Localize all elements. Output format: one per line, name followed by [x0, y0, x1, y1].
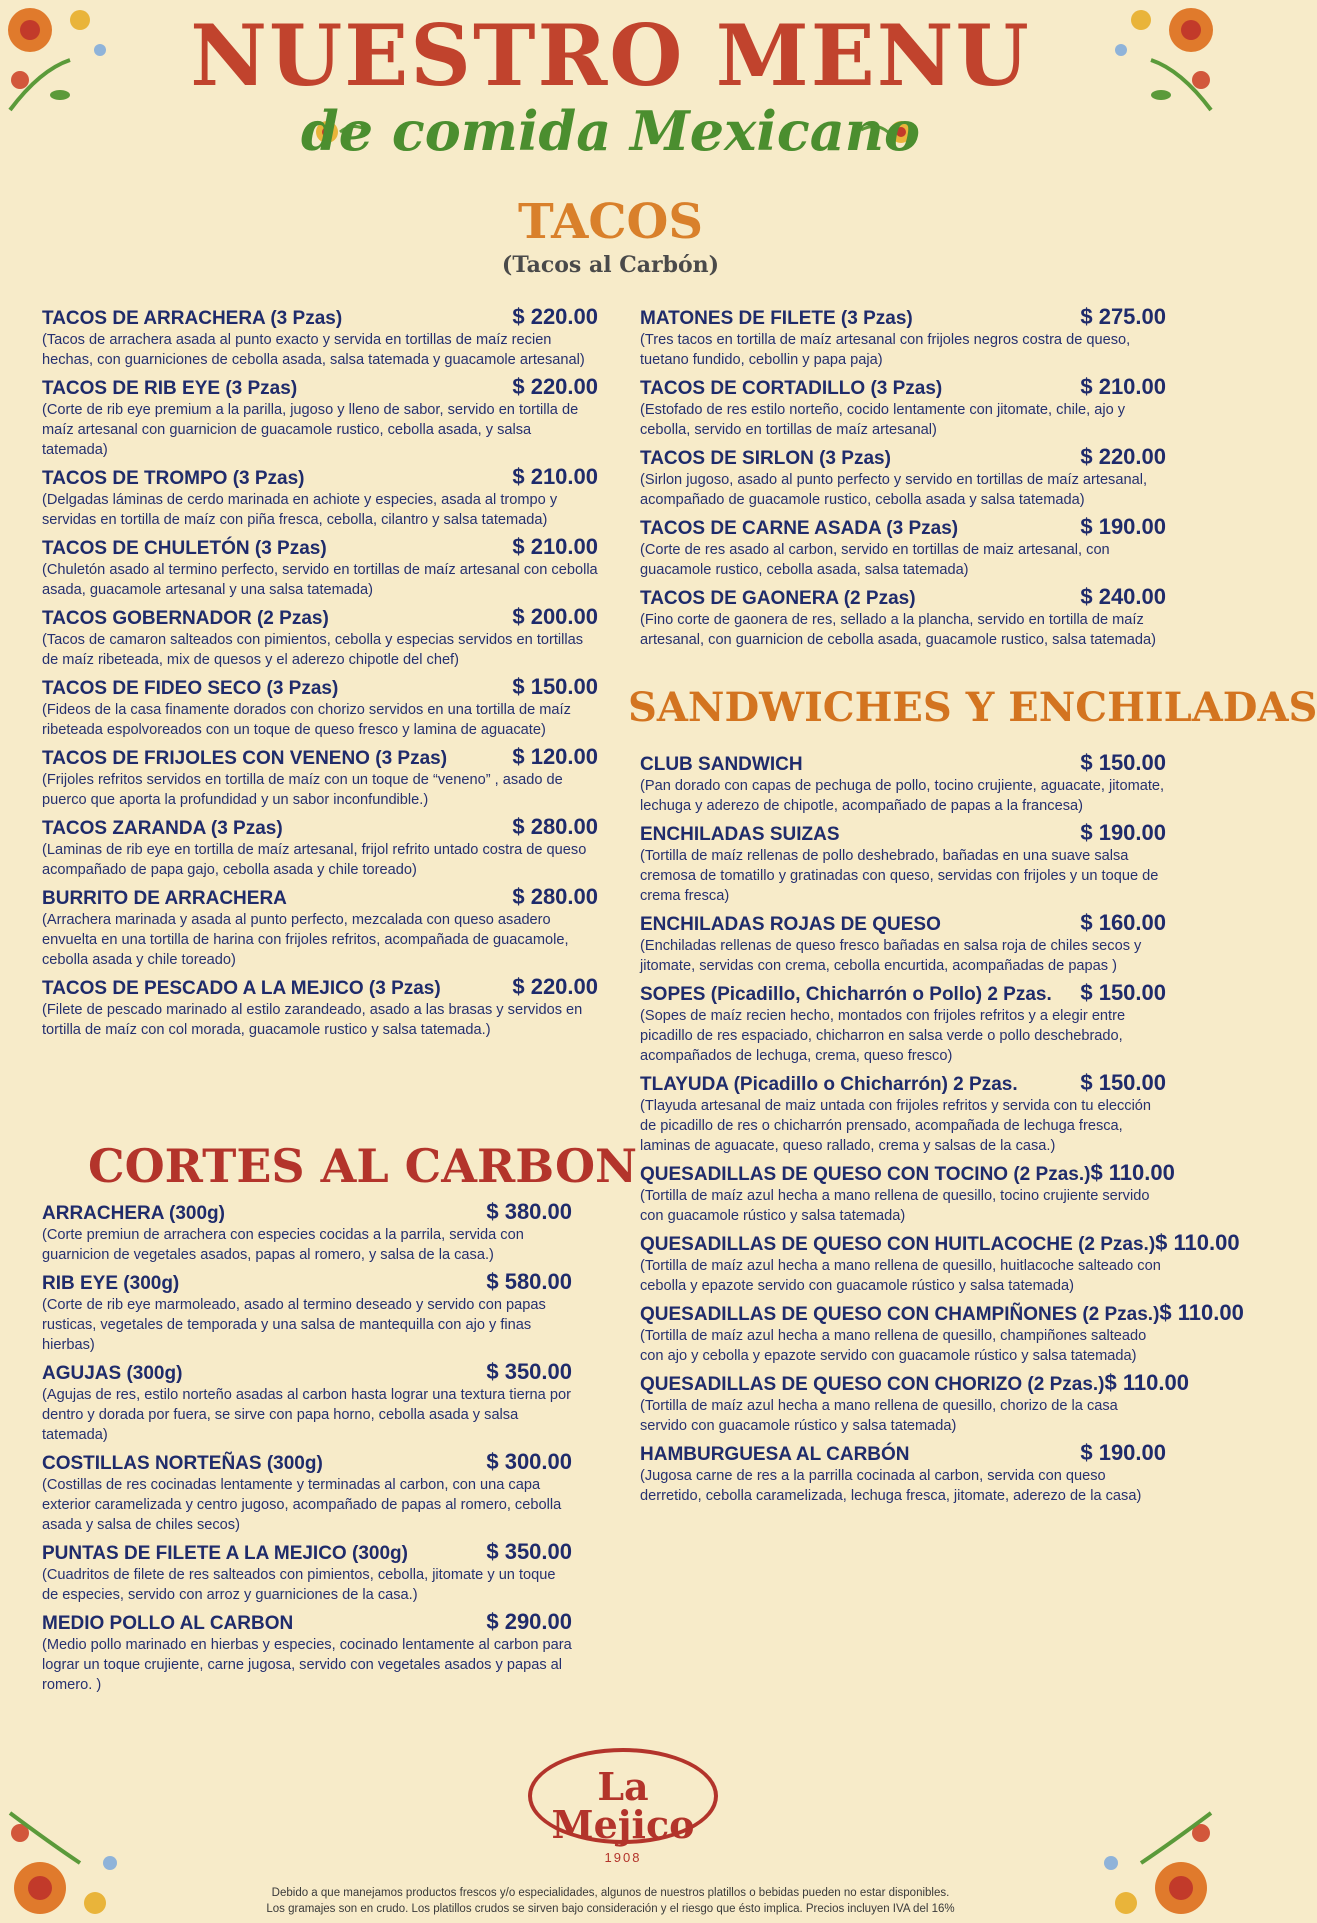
menu-item-price: $ 110.00: [1104, 1370, 1189, 1395]
menu-item: [42, 974, 598, 1040]
menu-item: [640, 820, 1166, 906]
menu-item-name: TACOS DE CHULETÓN (3 Pzas): [42, 538, 327, 559]
menu-item-description: (Corte de rib eye marmoleado, asado al termino deseado y servido con papas rusticas, vegetales de temporada y una salsa de mantequilla con ajo y finas hierbas): [42, 1297, 546, 1353]
menu-item: [640, 1230, 1240, 1296]
menu-item: [42, 604, 598, 670]
menu-item: [42, 1359, 572, 1445]
menu-item-description: (Medio pollo marinado en hierbas y especies, cocinado lentamente al carbon para lograr un toque crujiente, carne jugosa, servido con vegetales asados y papas al romero. ): [42, 1637, 572, 1693]
menu-item: [42, 884, 598, 970]
menu-item-name: TACOS DE PESCADO A LA MEJICO (3 Pzas): [42, 978, 441, 999]
menu-item-name: TLAYUDA (Picadillo o Chicharrón) 2 Pzas.: [640, 1074, 1018, 1095]
menu-item-name: ENCHILADAS ROJAS DE QUESO: [640, 914, 941, 935]
menu-item-price: $ 110.00: [1159, 1300, 1244, 1325]
menu-item-description: (Tres tacos en tortilla de maíz artesanal con frijoles negros costra de queso, tuetano fundido, cebollin y papa paja): [640, 332, 1131, 368]
menu-item-description: (Corte premiun de arrachera con especies cocidas a la parrila, servida con guarnicion de vegetales asados, papas al romero, y salsa de la casa.): [42, 1227, 524, 1263]
menu-item-name: PUNTAS DE FILETE A LA MEJICO (300g): [42, 1543, 408, 1564]
menu-item-name: AGUJAS (300g): [42, 1363, 183, 1384]
menu-item-price: $ 280.00: [512, 884, 598, 909]
menu-item-name: TACOS DE FRIJOLES CON VENENO (3 Pzas): [42, 748, 448, 769]
menu-item-price: $ 220.00: [1080, 444, 1166, 469]
cortes-section-title: CORTES AL CARBON: [88, 1139, 638, 1193]
menu-item-price: $ 220.00: [512, 374, 598, 399]
footer-disclaimer: [150, 1885, 1071, 1917]
menu-item-name: TACOS DE TROMPO (3 Pzas): [42, 468, 305, 489]
menu-item-description: (Tortilla de maíz azul hecha a mano rellena de quesillo, champiñones salteado con ajo y cebolla y epazote servido con guacamole rústico y salsa tatemada): [640, 1328, 1147, 1364]
menu-item: [640, 910, 1166, 976]
menu-item-name: TACOS DE RIB EYE (3 Pzas): [42, 378, 298, 399]
floral-corner-bottom-left: [0, 1793, 140, 1923]
menu-item-name: HAMBURGUESA AL CARBÓN: [640, 1444, 910, 1465]
page-title: NUESTRO MENU: [190, 6, 1031, 105]
menu-item-price: $ 190.00: [1080, 820, 1166, 845]
menu-item-name: CLUB SANDWICH: [640, 754, 803, 775]
menu-item: [640, 1160, 1175, 1226]
menu-item-price: $ 350.00: [486, 1539, 572, 1564]
footer-line-2: Los gramajes son en crudo. Los platillos crudos se sirven bajo consideración y el riesgo que ésto implica. Precios incluyen IVA del 16%: [266, 1903, 955, 1915]
menu-item-price: $ 350.00: [486, 1359, 572, 1384]
menu-item-price: $ 150.00: [1080, 750, 1166, 775]
footer-line-1: Debido a que manejamos productos frescos y/o especialidades, algunos de nuestros platillos o bebidas pueden no estar disponibles.: [271, 1887, 950, 1899]
menu-item: [42, 744, 598, 810]
menu-item-description: (Fino corte de gaonera de res, sellado a la plancha, servido en tortilla de maíz artesanal, con guarnicion de cebolla asada, guacamole rustico, salsa tatemada): [640, 612, 1156, 648]
restaurant-logo: [528, 1748, 718, 1865]
tacos-right-column: [640, 304, 1166, 654]
menu-item-price: $ 210.00: [512, 534, 598, 559]
tacos-section-subtitle: (Tacos al Carbón): [501, 252, 720, 278]
menu-item: [640, 1070, 1166, 1156]
menu-item-price: $ 580.00: [486, 1269, 572, 1294]
menu-item: [640, 584, 1166, 650]
menu-item-price: $ 210.00: [1080, 374, 1166, 399]
menu-item: [42, 674, 598, 740]
menu-item-price: $ 220.00: [512, 974, 598, 999]
menu-item-description: (Costillas de res cocinadas lentamente y terminadas al carbon, con una capa exterior caramelizada y centro jugoso, acompañado de papas al romero, cebolla asada y salsa de chiles secos): [42, 1477, 562, 1533]
menu-item-price: $ 150.00: [1080, 980, 1166, 1005]
menu-item: [640, 444, 1166, 510]
menu-item: [640, 1370, 1189, 1436]
menu-item-name: TACOS DE CARNE ASADA (3 Pzas): [640, 518, 959, 539]
menu-item-name: RIB EYE (300g): [42, 1273, 180, 1294]
menu-item-description: (Sirlon jugoso, asado al punto perfecto y servido en tortillas de maíz artesanal, acompañado de guacamole rustico, cebolla asada y salsa tatemada): [640, 472, 1148, 508]
menu-item-price: $ 150.00: [1080, 1070, 1166, 1095]
menu-item-description: (Delgadas láminas de cerdo marinada en achiote y especies, asada al trompo y servidas en tortilla de maíz con piña fresca, cebolla, cilantro y salsa tatemada): [42, 492, 558, 528]
menu-item: [42, 1609, 572, 1695]
menu-item-name: ENCHILADAS SUIZAS: [640, 824, 840, 845]
page-subtitle: de comida Mexicano: [301, 99, 920, 163]
menu-item-description: (Enchiladas rellenas de queso fresco bañadas en salsa roja de chiles secos y jitomate, servidas con crema, cebolla encurtida, acompañadas de papas ): [640, 938, 1142, 974]
menu-item-description: (Fideos de la casa finamente dorados con chorizo servidos en una tortilla de maíz ribeteada espolvoreados con un toque de queso fresco y lamina de aguacate): [42, 702, 571, 738]
menu-item-name: MEDIO POLLO AL CARBON: [42, 1613, 294, 1634]
menu-item-name: QUESADILLAS DE QUESO CON HUITLACOCHE (2 Pzas.): [640, 1234, 1156, 1255]
menu-item-description: (Tlayuda artesanal de maiz untada con frijoles refritos y servida con tu elección de picadillo de res o chicharrón prensado, acompañada de lechuga fresca, laminas de aguacate, queso rallado, crema y salsas de la casa.): [640, 1098, 1152, 1154]
menu-item: [42, 1539, 572, 1605]
menu-item-description: (Chuletón asado al termino perfecto, servido en tortillas de maíz artesanal con cebolla asada, guacamole artesanal y una salsa tatemada): [42, 562, 598, 598]
menu-item-name: TACOS DE ARRACHERA (3 Pzas): [42, 308, 343, 329]
menu-item-name: TACOS GOBERNADOR (2 Pzas): [42, 608, 329, 629]
tacos-section-title: TACOS: [517, 194, 703, 250]
logo-name: La Mejico: [551, 1764, 695, 1847]
menu-item-price: $ 190.00: [1080, 1440, 1166, 1465]
menu-item-description: (Cuadritos de filete de res salteados con pimientos, cebolla, jitomate y un toque de especies, servido con arroz y guarniciones de la casa.): [42, 1567, 556, 1603]
menu-item-name: COSTILLAS NORTEÑAS (300g): [42, 1453, 323, 1474]
sandwiches-section-title: SANDWICHES Y ENCHILADAS: [628, 684, 1317, 731]
menu-item-price: $ 300.00: [486, 1449, 572, 1474]
menu-item-name: QUESADILLAS DE QUESO CON TOCINO (2 Pzas.): [640, 1164, 1091, 1185]
menu-item: [42, 1199, 572, 1265]
menu-item-name: SOPES (Picadillo, Chicharrón o Pollo) 2 Pzas.: [640, 984, 1052, 1005]
menu-item-name: MATONES DE FILETE (3 Pzas): [640, 308, 913, 329]
menu-item: [640, 1300, 1244, 1366]
menu-item-description: (Arrachera marinada y asada al punto perfecto, mezcalada con queso asadero envuelta en una tortilla de harina con frijoles refritos, acompañada de guacamole, cebolla asada y chile toreado): [42, 912, 569, 968]
menu-item-price: $ 290.00: [486, 1609, 572, 1634]
menu-item-price: $ 240.00: [1080, 584, 1166, 609]
menu-item-description: (Filete de pescado marinado al estilo zarandeado, asado a las brasas y servidos en tortilla de maíz con col morada, guacamole rustico y salsa tatemada.): [42, 1002, 583, 1038]
menu-item: [640, 514, 1166, 580]
menu-item-description: (Laminas de rib eye en tortilla de maíz artesanal, frijol refrito untado costra de queso acompañado de papa gajo, cebolla asada y chile toreado): [42, 842, 587, 878]
menu-item-description: (Sopes de maíz recien hecho, montados con frijoles refritos y a elegir entre picadillo de res espaciado, chicharron en salsa verde o pollo deschebrado, acompañados de lechuga, crema, queso fresco): [640, 1008, 1126, 1064]
menu-item-price: $ 210.00: [512, 464, 598, 489]
menu-item: [42, 814, 598, 880]
sandwiches-column: [640, 750, 1244, 1510]
menu-item-description: (Frijoles refritos servidos en tortilla de maíz con un toque de “veneno” , asado de puerco que aporta la profundidad y un sabor inconfundible.): [42, 772, 563, 808]
menu-item: [42, 374, 598, 460]
menu-item-description: (Corte de res asado al carbon, servido en tortillas de maiz artesanal, con guacamole rustico, cebolla asada, salsa tatemada): [640, 542, 1110, 578]
menu-item-name: TACOS DE FIDEO SECO (3 Pzas): [42, 678, 339, 699]
cortes-column: [42, 1199, 572, 1699]
menu-item-description: (Tortilla de maíz rellenas de pollo deshebrado, bañadas en una suave salsa cremosa de tomatillo y gratinadas con queso, servidas con frijoles y un toque de crema fresca): [640, 848, 1159, 904]
menu-item-description: (Tortilla de maíz azul hecha a mano rellena de quesillo, huitlacoche salteado con cebolla y epazote servido con guacamole rústico y salsa tatemada): [640, 1258, 1161, 1294]
menu-item-description: (Tortilla de maíz azul hecha a mano rellena de quesillo, chorizo de la casa servido con guacamole rústico y salsa tatemada): [640, 1398, 1118, 1434]
menu-item-name: TACOS ZARANDA (3 Pzas): [42, 818, 283, 839]
menu-item: [640, 750, 1166, 816]
menu-item-description: (Pan dorado con capas de pechuga de pollo, tocino crujiente, aguacate, jitomate, lechuga y aderezo de chipotle, acompañado de papas a la francesa): [640, 778, 1165, 814]
menu-item-price: $ 110.00: [1155, 1230, 1240, 1255]
menu-item-price: $ 200.00: [512, 604, 598, 629]
menu-item-name: TACOS DE GAONERA (2 Pzas): [640, 588, 916, 609]
menu-item-price: $ 190.00: [1080, 514, 1166, 539]
menu-item-description: (Jugosa carne de res a la parrilla cocinada al carbon, servida con queso derretido, cebolla caramelizada, lechuga fresca, jitomate, aderezo de la casa): [640, 1468, 1142, 1504]
menu-item-name: ARRACHERA (300g): [42, 1203, 225, 1224]
floral-corner-bottom-right: [1081, 1793, 1221, 1923]
menu-item: [640, 1440, 1166, 1506]
menu-item: [640, 980, 1166, 1066]
menu-item-name: QUESADILLAS DE QUESO CON CHAMPIÑONES (2 Pzas.): [640, 1304, 1160, 1325]
tacos-left-column: [42, 304, 598, 1044]
menu-item-price: $ 160.00: [1080, 910, 1166, 935]
menu-item-description: (Agujas de res, estilo norteño asadas al carbon hasta lograr una textura tierna por dentro y dorada por fuera, se sirve con papa horno, cebolla asada y salsa tatemada): [42, 1387, 571, 1443]
menu-item-name: TACOS DE CORTADILLO (3 Pzas): [640, 378, 943, 399]
menu-item-description: (Estofado de res estilo norteño, cocido lentamente con jitomate, chile, ajo y cebolla, servido en tortillas de maíz artesanal): [640, 402, 1126, 438]
logo-year: 1908: [604, 1850, 642, 1865]
menu-item-description: (Tortilla de maíz azul hecha a mano rellena de quesillo, tocino crujiente servido con guacamole rústico y salsa tatemada): [640, 1188, 1150, 1224]
menu-item-price: $ 275.00: [1080, 304, 1166, 329]
menu-item-description: (Tacos de camaron salteados con pimientos, cebolla y especias servidos en tortillas de maíz ribeteada, mix de quesos y el aderezo chipotle del chef): [42, 632, 584, 668]
menu-item-price: $ 380.00: [486, 1199, 572, 1224]
menu-item: [42, 304, 598, 370]
menu-item-price: $ 220.00: [512, 304, 598, 329]
menu-item-price: $ 120.00: [512, 744, 598, 769]
menu-item-price: $ 280.00: [512, 814, 598, 839]
menu-item: [42, 534, 598, 600]
menu-item: [640, 374, 1166, 440]
menu-item: [42, 1269, 572, 1355]
menu-item: [640, 304, 1166, 370]
menu-item-name: TACOS DE SIRLON (3 Pzas): [640, 448, 891, 469]
menu-item-description: (Tacos de arrachera asada al punto exacto y servida en tortillas de maíz recien hechas, con guarniciones de cebolla asada, salsa tatemada y guacamole artesanal): [42, 332, 585, 368]
menu-item-description: (Corte de rib eye premium a la parilla, jugoso y lleno de sabor, servido en tortilla de maíz artesanal con guarnicion de guacamole rustico, cebolla asada, y salsa tatemada): [42, 402, 579, 458]
menu-item: [42, 464, 598, 530]
menu-item-name: BURRITO DE ARRACHERA: [42, 888, 287, 909]
menu-item-price: $ 150.00: [512, 674, 598, 699]
menu-item-price: $ 110.00: [1090, 1160, 1175, 1185]
menu-item-name: QUESADILLAS DE QUESO CON CHORIZO (2 Pzas.): [640, 1374, 1105, 1395]
menu-item: [42, 1449, 572, 1535]
